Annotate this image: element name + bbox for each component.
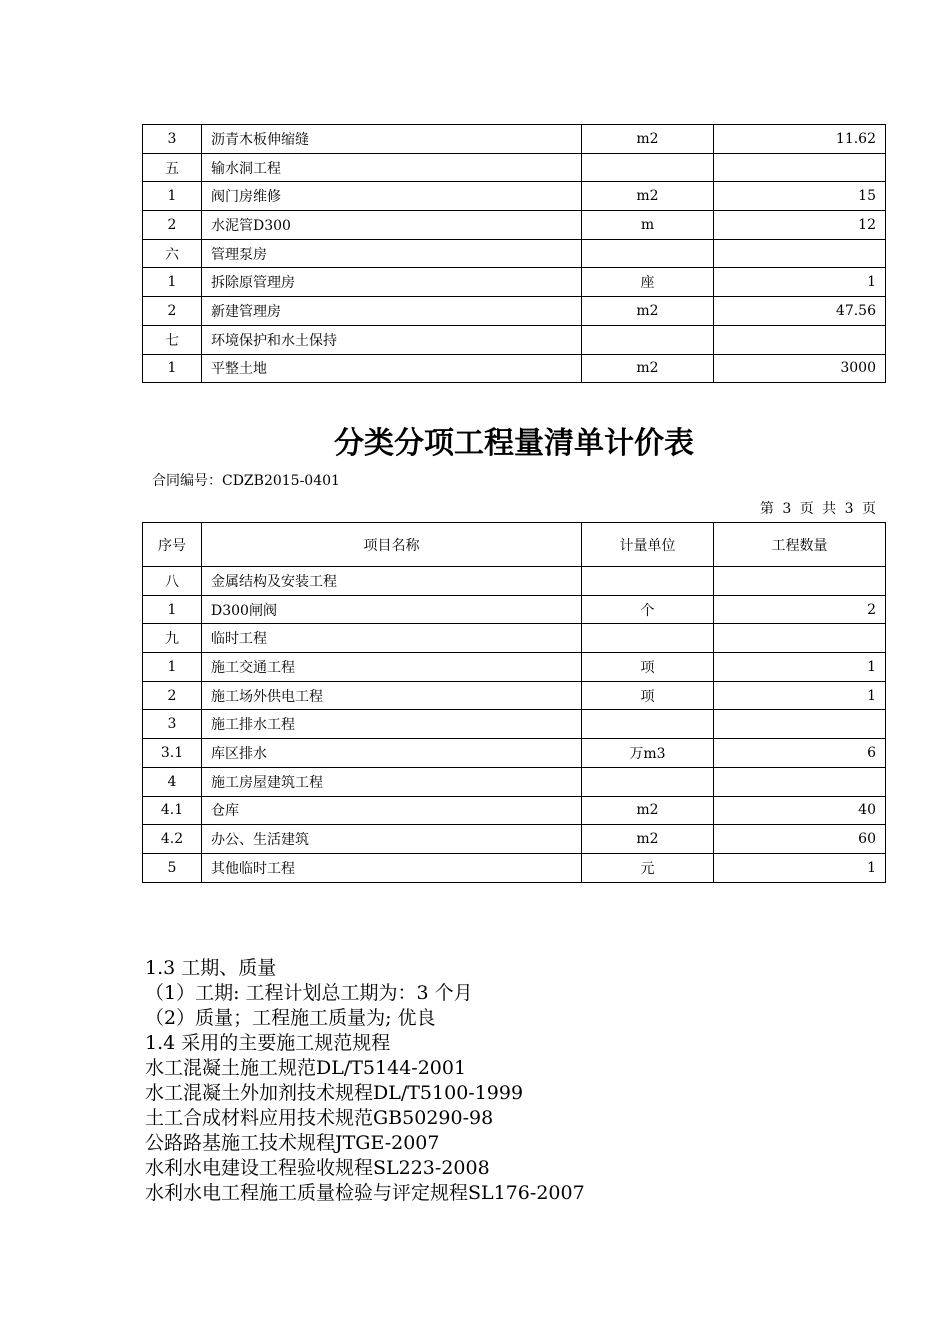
row-number: 4.1 <box>143 796 202 825</box>
row-number: 九 <box>143 624 202 653</box>
quantity: 1 <box>714 268 886 297</box>
row-number: 2 <box>143 211 202 240</box>
row-number: 五 <box>143 153 202 182</box>
item-name: 拆除原管理房 <box>202 268 582 297</box>
item-name: 施工场外供电工程 <box>202 681 582 710</box>
table1-body <box>143 125 886 383</box>
table-row <box>143 211 886 240</box>
unit <box>582 325 714 354</box>
row-number: 1 <box>143 268 202 297</box>
unit: m2 <box>582 297 714 326</box>
table-row <box>143 182 886 211</box>
table-row <box>143 739 886 768</box>
quantity: 1 <box>714 853 886 882</box>
unit <box>582 239 714 268</box>
item-name: 库区排水 <box>202 739 582 768</box>
table-row <box>143 325 886 354</box>
unit <box>582 767 714 796</box>
column-header-quantity: 工程数量 <box>714 523 886 567</box>
unit: m2 <box>582 182 714 211</box>
quantity: 2 <box>714 595 886 624</box>
row-number: 3.1 <box>143 739 202 768</box>
standard-item: 水利水电建设工程验收规程SL223-2008 <box>145 1157 490 1179</box>
unit: m2 <box>582 825 714 854</box>
item-name: D300闸阀 <box>202 595 582 624</box>
row-number: 5 <box>143 853 202 882</box>
item-name: 施工房屋建筑工程 <box>202 767 582 796</box>
unit: 项 <box>582 681 714 710</box>
table-row <box>143 595 886 624</box>
quantity: 12 <box>714 211 886 240</box>
row-number: 3 <box>143 710 202 739</box>
page-indicator: 第 3 页 共 3 页 <box>759 501 876 517</box>
quantity <box>714 325 886 354</box>
unit: m2 <box>582 354 714 383</box>
table-row <box>143 796 886 825</box>
item-name: 环境保护和水土保持 <box>202 325 582 354</box>
contract-number: 合同编号：CDZB2015-0401 <box>152 473 340 489</box>
item-name: 施工排水工程 <box>202 710 582 739</box>
row-number: 1 <box>143 182 202 211</box>
row-number: 4 <box>143 767 202 796</box>
item-name: 新建管理房 <box>202 297 582 326</box>
item-name: 临时工程 <box>202 624 582 653</box>
schedule-quality-section <box>145 956 585 1206</box>
table-row <box>143 767 886 796</box>
quantity: 1 <box>714 681 886 710</box>
quantity: 15 <box>714 182 886 211</box>
quality-line: （2）质量；工程施工质量为; 优良 <box>145 1007 436 1029</box>
table-row <box>143 653 886 682</box>
item-name: 办公、生活建筑 <box>202 825 582 854</box>
table-row <box>143 681 886 710</box>
table-row <box>143 239 886 268</box>
column-header-number: 序号 <box>143 523 202 567</box>
row-number: 六 <box>143 239 202 268</box>
quantity <box>714 567 886 596</box>
table-row <box>143 825 886 854</box>
table-row <box>143 297 886 326</box>
table-row <box>143 354 886 383</box>
unit: 座 <box>582 268 714 297</box>
quantity <box>714 710 886 739</box>
quantity: 3000 <box>714 354 886 383</box>
unit: m <box>582 211 714 240</box>
unit <box>582 710 714 739</box>
table-row <box>143 624 886 653</box>
item-name: 仓库 <box>202 796 582 825</box>
table-row <box>143 853 886 882</box>
table2-body <box>143 567 886 883</box>
column-header-name: 项目名称 <box>202 523 582 567</box>
item-name: 其他临时工程 <box>202 853 582 882</box>
table-header <box>143 523 886 567</box>
item-name: 输水洞工程 <box>202 153 582 182</box>
item-name: 水泥管D300 <box>202 211 582 240</box>
table-row <box>143 153 886 182</box>
table-row <box>143 268 886 297</box>
standard-item: 水利水电工程施工质量检验与评定规程SL176-2007 <box>145 1182 585 1204</box>
section-heading-standards: 1.4 采用的主要施工规范规程 <box>145 1032 391 1054</box>
quantity: 6 <box>714 739 886 768</box>
row-number: 2 <box>143 681 202 710</box>
page-title: 分类分项工程量清单计价表 <box>334 426 694 461</box>
row-number: 1 <box>143 653 202 682</box>
quantity: 1 <box>714 653 886 682</box>
unit: 个 <box>582 595 714 624</box>
unit: m2 <box>582 125 714 154</box>
quantity <box>714 239 886 268</box>
quantity: 11.62 <box>714 125 886 154</box>
row-number: 3 <box>143 125 202 154</box>
unit <box>582 624 714 653</box>
unit: m2 <box>582 796 714 825</box>
section-heading-schedule-quality: 1.3 工期、质量 <box>145 957 277 979</box>
standard-item: 公路路基施工技术规程JTGE-2007 <box>145 1132 440 1154</box>
header-row <box>143 523 886 567</box>
table-row <box>143 125 886 154</box>
row-number: 七 <box>143 325 202 354</box>
quantity-table-continued <box>142 124 886 383</box>
table-row <box>143 567 886 596</box>
unit: 项 <box>582 653 714 682</box>
standard-item: 水工混凝土施工规范DL/T5144-2001 <box>145 1057 467 1079</box>
table-row <box>143 710 886 739</box>
standard-item: 水工混凝土外加剂技术规程DL/T5100-1999 <box>145 1082 524 1104</box>
item-name: 沥青木板伸缩缝 <box>202 125 582 154</box>
row-number: 4.2 <box>143 825 202 854</box>
quantity <box>714 624 886 653</box>
item-name: 阀门房维修 <box>202 182 582 211</box>
unit: 万m3 <box>582 739 714 768</box>
unit: 元 <box>582 853 714 882</box>
item-name: 施工交通工程 <box>202 653 582 682</box>
quantity-table <box>142 522 886 883</box>
standard-item: 土工合成材料应用技术规范GB50290-98 <box>145 1107 494 1129</box>
quantity: 40 <box>714 796 886 825</box>
item-name: 平整土地 <box>202 354 582 383</box>
row-number: 八 <box>143 567 202 596</box>
unit <box>582 153 714 182</box>
quantity <box>714 767 886 796</box>
row-number: 1 <box>143 595 202 624</box>
column-header-unit: 计量单位 <box>582 523 714 567</box>
row-number: 1 <box>143 354 202 383</box>
unit <box>582 567 714 596</box>
item-name: 金属结构及安装工程 <box>202 567 582 596</box>
item-name: 管理泵房 <box>202 239 582 268</box>
row-number: 2 <box>143 297 202 326</box>
schedule-line: （1）工期: 工程计划总工期为：3 个月 <box>145 982 473 1004</box>
quantity: 60 <box>714 825 886 854</box>
quantity <box>714 153 886 182</box>
quantity: 47.56 <box>714 297 886 326</box>
